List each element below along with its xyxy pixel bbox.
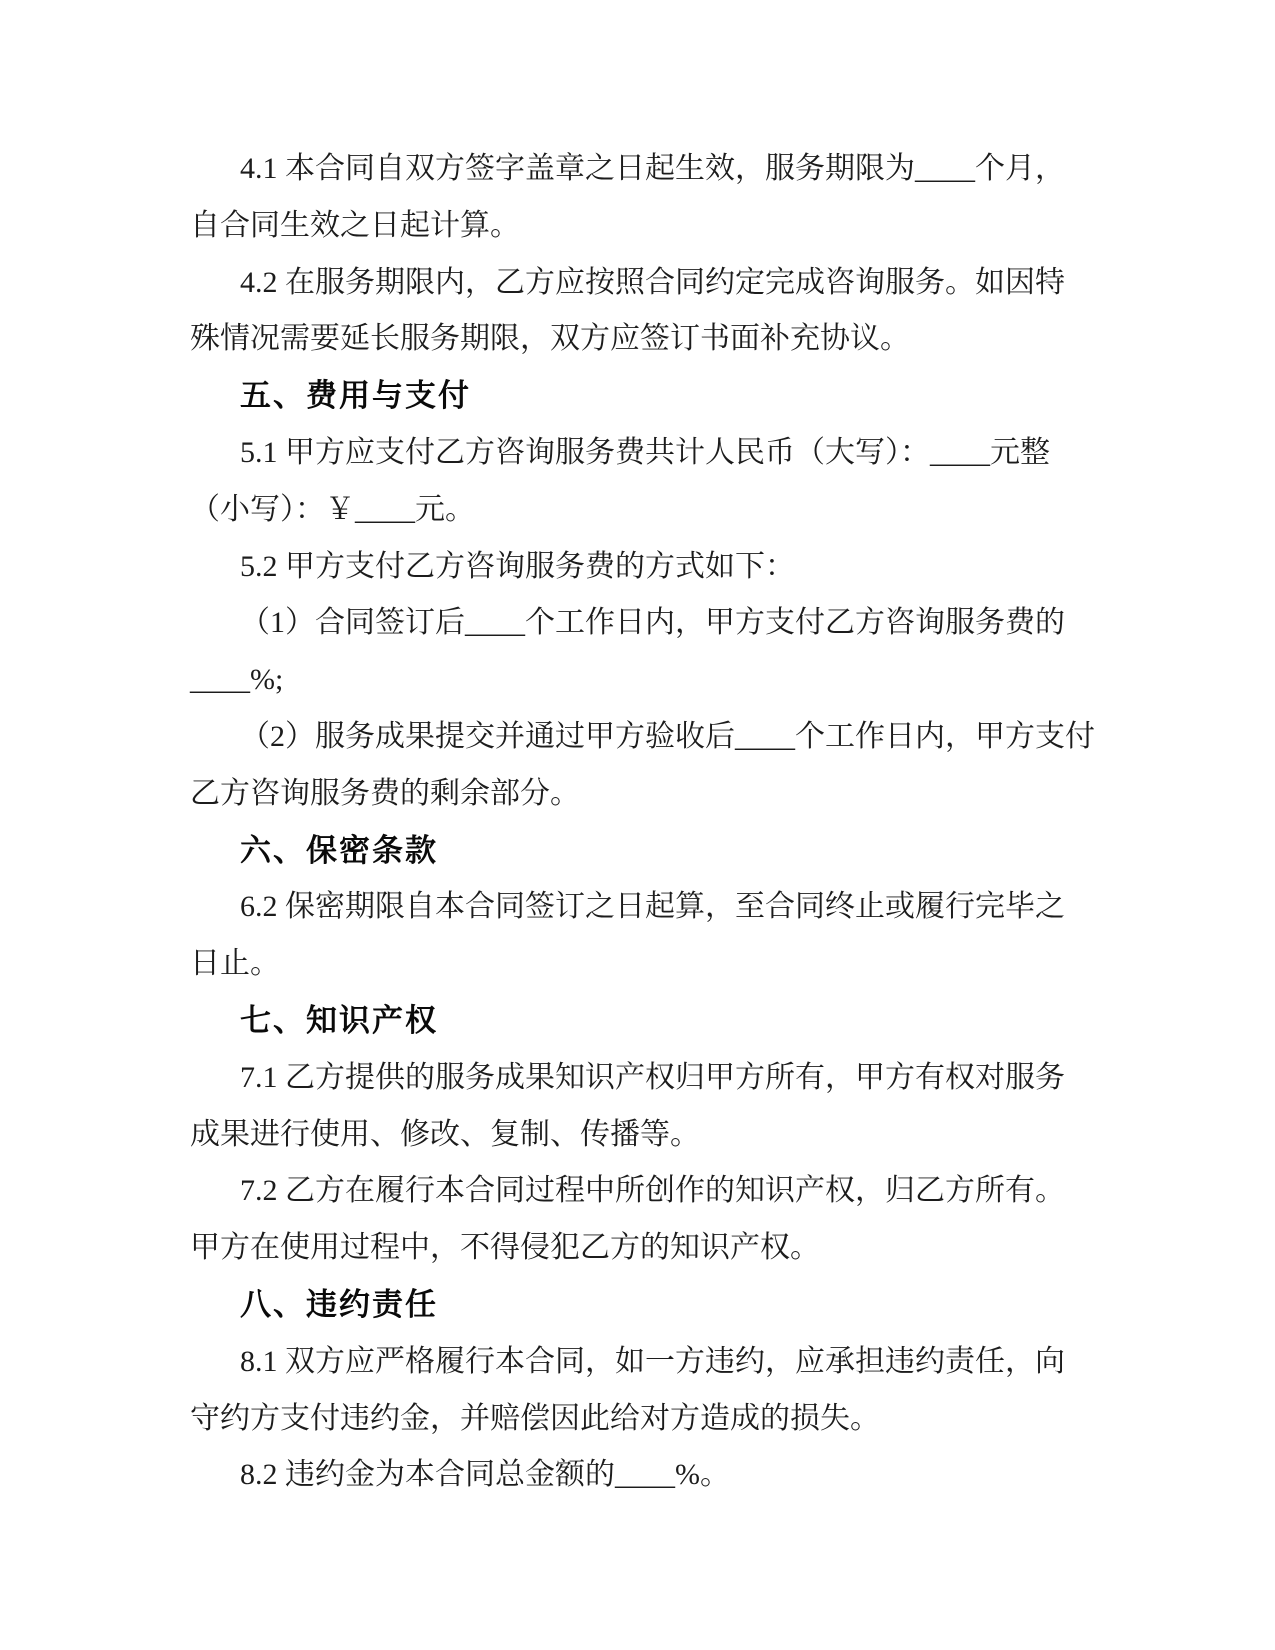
- contract-text-line: 成果进行使用、修改、复制、传播等。: [190, 1117, 700, 1151]
- contract-text-line: 8.2 违约金为本合同总金额的____%。: [240, 1458, 730, 1492]
- contract-text-line: 8.1 双方应严格履行本合同，如一方违约，应承担违约责任，向: [240, 1344, 1065, 1378]
- contract-text-line: （小写）：￥____元。: [190, 492, 475, 526]
- contract-text-line: 5.2 甲方支付乙方咨询服务费的方式如下：: [240, 549, 795, 583]
- contract-text-line: 日止。: [190, 947, 280, 981]
- contract-text-line: （1）合同签订后____个工作日内，甲方支付乙方咨询服务费的: [240, 606, 1065, 640]
- contract-text-line: 守约方支付违约金，并赔偿因此给对方造成的损失。: [190, 1401, 880, 1435]
- contract-section-heading: 五、费用与支付: [240, 378, 471, 414]
- contract-text-line: 殊情况需要延长服务期限，双方应签订书面补充协议。: [190, 322, 910, 356]
- contract-section-heading: 八、违约责任: [240, 1286, 438, 1322]
- contract-text-block: [190, 141, 1095, 1504]
- contract-text-line: （2）服务成果提交并通过甲方验收后____个工作日内，甲方支付: [240, 719, 1095, 753]
- contract-text-line: 4.2 在服务期限内，乙方应按照合同约定完成咨询服务。如因特: [240, 265, 1065, 299]
- contract-section-heading: 六、保密条款: [240, 832, 438, 868]
- contract-text-line: 乙方咨询服务费的剩余部分。: [190, 776, 580, 810]
- contract-text-line: 7.1 乙方提供的服务成果知识产权归甲方所有，甲方有权对服务: [240, 1060, 1065, 1094]
- contract-text-line: 自合同生效之日起计算。: [190, 208, 520, 242]
- contract-text-line: ____%;: [190, 663, 284, 697]
- contract-text-line: 6.2 保密期限自本合同签订之日起算，至合同终止或履行完毕之: [240, 890, 1065, 924]
- contract-text-line: 甲方在使用过程中，不得侵犯乙方的知识产权。: [190, 1231, 820, 1265]
- contract-text-line: 5.1 甲方应支付乙方咨询服务费共计人民币（大写）：____元整: [240, 435, 1050, 469]
- contract-text-line: 7.2 乙方在履行本合同过程中所创作的知识产权，归乙方所有。: [240, 1174, 1065, 1208]
- contract-section-heading: 七、知识产权: [240, 1002, 438, 1038]
- contract-text-line: 4.1 本合同自双方签字盖章之日起生效，服务期限为____个月，: [240, 152, 1065, 185]
